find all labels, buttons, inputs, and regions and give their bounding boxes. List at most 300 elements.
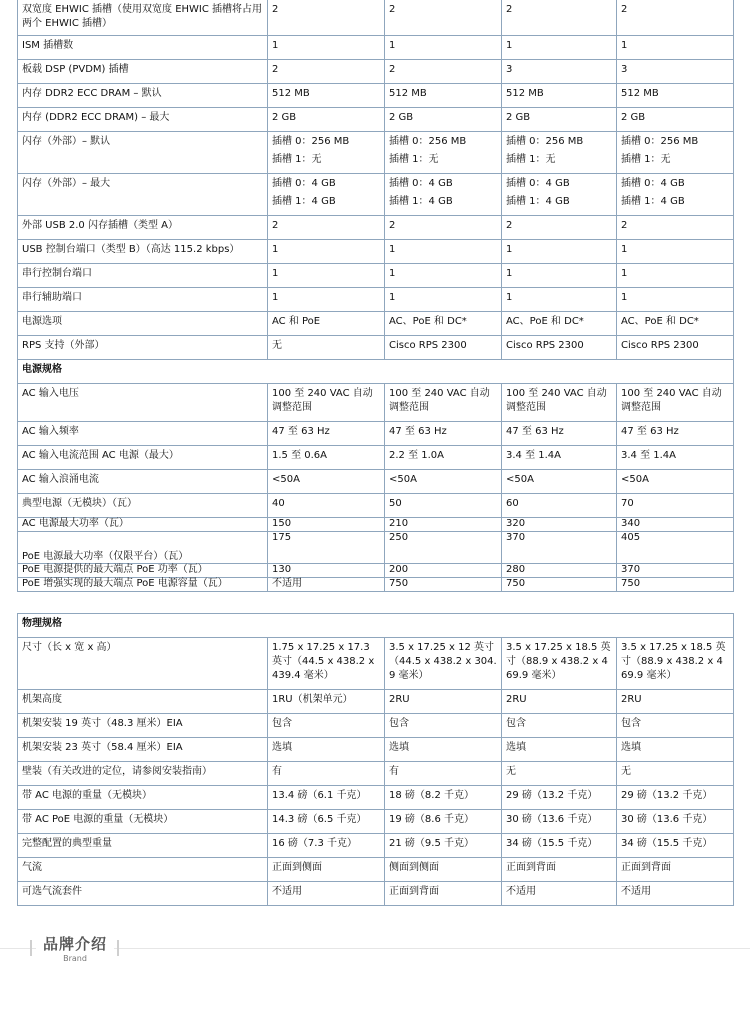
cell-value: 320 xyxy=(506,518,526,529)
cell-value: 包含 xyxy=(621,718,641,729)
table-row xyxy=(18,834,734,858)
row-label: RPS 支持（外部） xyxy=(22,340,105,351)
table-row xyxy=(18,690,734,714)
value-cell xyxy=(268,336,385,360)
table-row xyxy=(18,108,734,132)
cell-value: 1RU（机架单元） xyxy=(272,694,353,705)
value-cell xyxy=(385,834,502,858)
row-label-cell xyxy=(18,84,268,108)
value-cell xyxy=(502,858,617,882)
row-label-cell xyxy=(18,690,268,714)
table-row xyxy=(18,882,734,906)
row-label-cell xyxy=(18,174,268,216)
cell-value: 正面到背面 xyxy=(621,862,671,873)
cell-value: 2 xyxy=(506,220,513,231)
cell-value: 2 xyxy=(389,64,396,75)
value-cell xyxy=(385,762,502,786)
cell-value: 2 xyxy=(621,220,628,231)
cell-value: 210 xyxy=(389,518,409,529)
cell-value: 2RU xyxy=(506,694,527,705)
table-row xyxy=(18,518,734,532)
value-cell xyxy=(617,638,734,690)
table-row xyxy=(18,60,734,84)
row-label: ISM 插槽数 xyxy=(22,40,74,51)
value-cell xyxy=(502,108,617,132)
cell-value: AC、PoE 和 DC* xyxy=(389,316,467,327)
value-cell xyxy=(268,36,385,60)
row-label-cell xyxy=(18,714,268,738)
cell-value: 2 xyxy=(389,4,396,15)
value-cell xyxy=(268,446,385,470)
cell-value: 1 xyxy=(506,292,513,303)
cell-value: 2 GB xyxy=(389,112,414,123)
row-label-cell xyxy=(18,578,268,592)
cell-value: 选填 xyxy=(621,742,641,753)
table-row xyxy=(18,312,734,336)
row-label-cell xyxy=(18,60,268,84)
table-row xyxy=(18,494,734,518)
value-cell xyxy=(617,858,734,882)
value-cell xyxy=(502,690,617,714)
cell-value: 1 xyxy=(272,244,279,255)
cell-value: 2 xyxy=(389,220,396,231)
value-cell xyxy=(385,216,502,240)
value-cell xyxy=(502,786,617,810)
value-cell xyxy=(385,0,502,36)
cell-value: 175 xyxy=(272,532,292,543)
cell-value: 2 xyxy=(506,4,513,15)
cell-value: 侧面到侧面 xyxy=(389,862,439,873)
cell-value: 不适用 xyxy=(506,886,536,897)
cell-value: 1 xyxy=(506,244,513,255)
cell-value: 19 磅（8.6 千克） xyxy=(389,814,474,825)
table-row xyxy=(18,578,734,592)
cell-value: 不适用 xyxy=(621,886,651,897)
cell-value: 280 xyxy=(506,564,526,575)
cell-value: 370 xyxy=(621,564,641,575)
cell-value: 100 至 240 VAC 自动调整范围 xyxy=(272,388,373,413)
value-cell xyxy=(385,494,502,518)
row-label-cell xyxy=(18,288,268,312)
cell-value: 2.2 至 1.0A xyxy=(389,450,445,461)
value-cell xyxy=(502,638,617,690)
row-label-cell xyxy=(18,36,268,60)
cell-value: 正面到侧面 xyxy=(272,862,322,873)
cell-value: 405 xyxy=(621,532,641,543)
value-cell xyxy=(385,470,502,494)
cell-value: 插槽 0：256 MB xyxy=(506,136,584,147)
value-cell xyxy=(385,638,502,690)
value-cell xyxy=(617,384,734,422)
value-cell xyxy=(617,36,734,60)
cell-value: 1 xyxy=(621,292,628,303)
spec-table-body xyxy=(18,0,734,592)
cell-value: 29 磅（13.2 千克） xyxy=(621,790,713,801)
value-cell xyxy=(385,288,502,312)
cell-value: 13.4 磅（6.1 千克） xyxy=(272,790,367,801)
cell-value: 不适用 xyxy=(272,886,302,897)
cell-value: 47 至 63 Hz xyxy=(272,426,330,437)
section-header-row xyxy=(18,360,734,384)
row-label: PoE 电源提供的最大端点 PoE 功率（瓦） xyxy=(22,564,208,575)
cell-value: 选填 xyxy=(272,742,292,753)
value-cell xyxy=(502,810,617,834)
value-cell xyxy=(268,638,385,690)
value-cell xyxy=(617,470,734,494)
row-label: 典型电源（无模块）（瓦） xyxy=(22,498,137,509)
cell-value: <50A xyxy=(621,474,649,485)
table-row xyxy=(18,762,734,786)
cell-value: 34 磅（15.5 千克） xyxy=(621,838,713,849)
row-label-cell xyxy=(18,312,268,336)
value-cell xyxy=(617,786,734,810)
section-header-row xyxy=(18,614,734,638)
cell-value: 包含 xyxy=(272,718,292,729)
cell-value: 1 xyxy=(272,40,279,51)
table-row xyxy=(18,216,734,240)
cell-value: 16 磅（7.3 千克） xyxy=(272,838,357,849)
value-cell xyxy=(385,786,502,810)
row-label-cell xyxy=(18,882,268,906)
value-cell xyxy=(502,470,617,494)
row-label: 串行控制台端口 xyxy=(22,268,92,279)
brand-section-header xyxy=(0,934,750,974)
row-label-cell xyxy=(18,384,268,422)
cell-value: 3.5 x 17.25 x 18.5 英寸（88.9 x 438.2 x 469.9 毫米） xyxy=(621,642,726,681)
row-label-cell xyxy=(18,494,268,518)
value-cell xyxy=(268,762,385,786)
value-cell xyxy=(617,264,734,288)
cell-value: 200 xyxy=(389,564,409,575)
cell-value: 50 xyxy=(389,498,402,509)
cell-value-second-line: 插槽 1：无 xyxy=(506,154,556,165)
value-cell xyxy=(385,60,502,84)
table-row xyxy=(18,288,734,312)
value-cell xyxy=(385,810,502,834)
cell-value: 2 GB xyxy=(272,112,297,123)
cell-value: 1.75 x 17.25 x 17.3 英寸（44.5 x 438.2 x 439.4 毫米） xyxy=(272,642,375,681)
cell-value: 1 xyxy=(389,292,396,303)
cell-value: AC、PoE 和 DC* xyxy=(621,316,699,327)
value-cell xyxy=(502,422,617,446)
cell-value: 340 xyxy=(621,518,641,529)
value-cell xyxy=(268,60,385,84)
table-row xyxy=(18,84,734,108)
cell-value: 2 xyxy=(272,64,279,75)
value-cell xyxy=(385,714,502,738)
table-row xyxy=(18,470,734,494)
value-cell xyxy=(268,690,385,714)
cell-value: 1 xyxy=(389,268,396,279)
table-row xyxy=(18,446,734,470)
cell-value: 750 xyxy=(506,578,526,589)
cell-value: 47 至 63 Hz xyxy=(389,426,447,437)
value-cell xyxy=(385,518,502,532)
cell-value: 插槽 0：4 GB xyxy=(389,178,453,189)
cell-value: 1 xyxy=(506,40,513,51)
value-cell xyxy=(617,312,734,336)
cell-value: 512 MB xyxy=(621,88,659,99)
row-label: 机架安装 19 英寸（48.3 厘米）EIA xyxy=(22,718,183,729)
row-label: 内存 DDR2 ECC DRAM – 默认 xyxy=(22,88,162,99)
value-cell xyxy=(502,312,617,336)
cell-value: 750 xyxy=(389,578,409,589)
cell-value: 3 xyxy=(506,64,513,75)
value-cell xyxy=(617,240,734,264)
value-cell xyxy=(268,532,385,564)
value-cell xyxy=(617,336,734,360)
cell-value: Cisco RPS 2300 xyxy=(389,340,467,351)
value-cell xyxy=(617,422,734,446)
table-row xyxy=(18,564,734,578)
cell-value: 1 xyxy=(621,40,628,51)
cell-value: 插槽 0：256 MB xyxy=(272,136,350,147)
table-row xyxy=(18,384,734,422)
value-cell xyxy=(617,0,734,36)
cell-value: 512 MB xyxy=(389,88,427,99)
value-cell xyxy=(617,446,734,470)
value-cell xyxy=(617,174,734,216)
value-cell xyxy=(268,288,385,312)
row-label: 内存 (DDR2 ECC DRAM) – 最大 xyxy=(22,112,170,123)
row-label: 带 AC 电源的重量（无模块） xyxy=(22,790,153,801)
cell-value: 2RU xyxy=(389,694,410,705)
value-cell xyxy=(617,518,734,532)
cell-value-second-line: 插槽 1：4 GB xyxy=(389,196,453,207)
table-row xyxy=(18,858,734,882)
value-cell xyxy=(617,60,734,84)
value-cell xyxy=(385,532,502,564)
row-label-cell xyxy=(18,240,268,264)
value-cell xyxy=(617,216,734,240)
value-cell xyxy=(502,738,617,762)
cell-value: 无 xyxy=(506,766,516,777)
cell-value: 1 xyxy=(272,268,279,279)
value-cell xyxy=(617,494,734,518)
cell-value: 250 xyxy=(389,532,409,543)
spec-table-physical xyxy=(17,613,734,906)
spec-table-body xyxy=(18,614,734,906)
row-label: AC 输入电流范围 AC 电源（最大） xyxy=(22,450,179,461)
brand-bracket-right xyxy=(117,940,119,956)
brand-title: 品牌介绍 xyxy=(42,935,107,953)
value-cell xyxy=(617,108,734,132)
row-label: 气流 xyxy=(22,862,42,873)
value-cell xyxy=(268,578,385,592)
table-row xyxy=(18,638,734,690)
row-label: PoE 增强实现的最大端点 PoE 电源容量（瓦） xyxy=(22,578,228,589)
cell-value: 2RU xyxy=(621,694,642,705)
value-cell xyxy=(268,240,385,264)
value-cell xyxy=(502,564,617,578)
cell-value: 正面到背面 xyxy=(506,862,556,873)
cell-value: 插槽 0：256 MB xyxy=(389,136,467,147)
cell-value-second-line: 插槽 1：4 GB xyxy=(506,196,570,207)
cell-value: 选填 xyxy=(389,742,409,753)
value-cell xyxy=(268,834,385,858)
row-label: AC 电源最大功率（瓦） xyxy=(22,518,129,529)
cell-value: 47 至 63 Hz xyxy=(506,426,564,437)
cell-value: 2 xyxy=(272,220,279,231)
row-label-cell xyxy=(18,858,268,882)
cell-value: 1 xyxy=(389,40,396,51)
value-cell xyxy=(268,84,385,108)
cell-value-second-line: 插槽 1：无 xyxy=(389,154,439,165)
cell-value: 包含 xyxy=(506,718,526,729)
row-label-cell xyxy=(18,264,268,288)
cell-value: 14.3 磅（6.5 千克） xyxy=(272,814,367,825)
value-cell xyxy=(502,762,617,786)
value-cell xyxy=(268,384,385,422)
table-row xyxy=(18,240,734,264)
value-cell xyxy=(617,762,734,786)
value-cell xyxy=(617,690,734,714)
row-label: 尺寸（长 x 宽 x 高） xyxy=(22,642,117,653)
cell-value: 3 xyxy=(621,64,628,75)
value-cell xyxy=(617,564,734,578)
value-cell xyxy=(268,422,385,446)
value-cell xyxy=(385,446,502,470)
cell-value: AC、PoE 和 DC* xyxy=(506,316,584,327)
row-label: 闪存（外部）– 默认 xyxy=(22,136,111,147)
table-row xyxy=(18,532,734,564)
row-label-cell xyxy=(18,564,268,578)
brand-bracket-left xyxy=(30,940,32,956)
cell-value: 29 磅（13.2 千克） xyxy=(506,790,598,801)
value-cell xyxy=(385,240,502,264)
row-label-cell xyxy=(18,786,268,810)
cell-value: 18 磅（8.2 千克） xyxy=(389,790,474,801)
row-label-cell xyxy=(18,518,268,532)
row-label-cell xyxy=(18,470,268,494)
cell-value: <50A xyxy=(389,474,417,485)
cell-value: 70 xyxy=(621,498,634,509)
row-label-cell xyxy=(18,216,268,240)
section-title: 物理规格 xyxy=(18,614,734,638)
row-label: 外部 USB 2.0 闪存插槽（类型 A） xyxy=(22,220,178,231)
cell-value: 2 xyxy=(621,4,628,15)
row-label: 双宽度 EHWIC 插槽（使用双宽度 EHWIC 插槽将占用两个 EHWIC 插槽） xyxy=(22,4,263,29)
cell-value: Cisco RPS 2300 xyxy=(621,340,699,351)
row-label: 电源选项 xyxy=(22,316,62,327)
value-cell xyxy=(268,714,385,738)
cell-value: 21 磅（9.5 千克） xyxy=(389,838,474,849)
value-cell xyxy=(617,288,734,312)
value-cell xyxy=(502,336,617,360)
value-cell xyxy=(502,240,617,264)
table-row xyxy=(18,336,734,360)
value-cell xyxy=(385,132,502,174)
value-cell xyxy=(268,264,385,288)
cell-value: 无 xyxy=(621,766,631,777)
value-cell xyxy=(385,422,502,446)
value-cell xyxy=(385,858,502,882)
row-label: 完整配置的典型重量 xyxy=(22,838,112,849)
cell-value: 1 xyxy=(621,268,628,279)
value-cell xyxy=(502,132,617,174)
brand-subtitle: Brand xyxy=(63,954,87,963)
table-row xyxy=(18,0,734,36)
cell-value: 1 xyxy=(272,292,279,303)
value-cell xyxy=(617,532,734,564)
cell-value: 插槽 0：4 GB xyxy=(272,178,336,189)
row-label-cell xyxy=(18,336,268,360)
cell-value-second-line: 插槽 1：4 GB xyxy=(621,196,685,207)
cell-value: 30 磅（13.6 千克） xyxy=(506,814,598,825)
row-label: 机架高度 xyxy=(22,694,62,705)
cell-value: 3.4 至 1.4A xyxy=(621,450,677,461)
table-row xyxy=(18,422,734,446)
row-label-cell xyxy=(18,810,268,834)
value-cell xyxy=(268,858,385,882)
row-label-cell xyxy=(18,834,268,858)
value-cell xyxy=(502,518,617,532)
cell-value: 60 xyxy=(506,498,519,509)
cell-value: 3.5 x 17.25 x 12 英寸（44.5 x 438.2 x 304.9 毫米） xyxy=(389,642,497,681)
cell-value: 3.4 至 1.4A xyxy=(506,450,562,461)
row-label: 板载 DSP (PVDM) 插槽 xyxy=(22,64,129,75)
row-label-cell xyxy=(18,638,268,690)
cell-value: 1 xyxy=(506,268,513,279)
value-cell xyxy=(268,564,385,578)
row-label-cell xyxy=(18,738,268,762)
row-label-cell xyxy=(18,422,268,446)
table-row xyxy=(18,738,734,762)
table-row xyxy=(18,714,734,738)
cell-value: 有 xyxy=(389,766,399,777)
cell-value: 30 磅（13.6 千克） xyxy=(621,814,713,825)
row-label: 带 AC PoE 电源的重量（无模块） xyxy=(22,814,174,825)
table-row xyxy=(18,264,734,288)
cell-value: <50A xyxy=(272,474,300,485)
value-cell xyxy=(617,810,734,834)
cell-value: 1.5 至 0.6A xyxy=(272,450,328,461)
value-cell xyxy=(268,470,385,494)
cell-value: 包含 xyxy=(389,718,409,729)
value-cell xyxy=(268,494,385,518)
value-cell xyxy=(268,132,385,174)
row-label-cell xyxy=(18,762,268,786)
cell-value: Cisco RPS 2300 xyxy=(506,340,584,351)
cell-value: 370 xyxy=(506,532,526,543)
value-cell xyxy=(502,216,617,240)
cell-value: 选填 xyxy=(506,742,526,753)
value-cell xyxy=(385,384,502,422)
cell-value: 150 xyxy=(272,518,292,529)
cell-value: AC 和 PoE xyxy=(272,316,321,327)
section-title: 电源规格 xyxy=(18,360,734,384)
value-cell xyxy=(268,312,385,336)
value-cell xyxy=(502,834,617,858)
row-label: 串行辅助端口 xyxy=(22,292,82,303)
value-cell xyxy=(385,882,502,906)
cell-value: 2 GB xyxy=(506,112,531,123)
value-cell xyxy=(502,288,617,312)
value-cell xyxy=(385,108,502,132)
cell-value-second-line: 插槽 1：无 xyxy=(621,154,671,165)
cell-value: 100 至 240 VAC 自动调整范围 xyxy=(389,388,490,413)
table-row xyxy=(18,810,734,834)
cell-value: 130 xyxy=(272,564,292,575)
row-label-cell xyxy=(18,132,268,174)
cell-value: 正面到背面 xyxy=(389,886,439,897)
cell-value: 有 xyxy=(272,766,282,777)
value-cell xyxy=(385,564,502,578)
cell-value: 750 xyxy=(621,578,641,589)
table-row xyxy=(18,36,734,60)
cell-value: 3.5 x 17.25 x 18.5 英寸（88.9 x 438.2 x 469.9 毫米） xyxy=(506,642,611,681)
value-cell xyxy=(502,174,617,216)
